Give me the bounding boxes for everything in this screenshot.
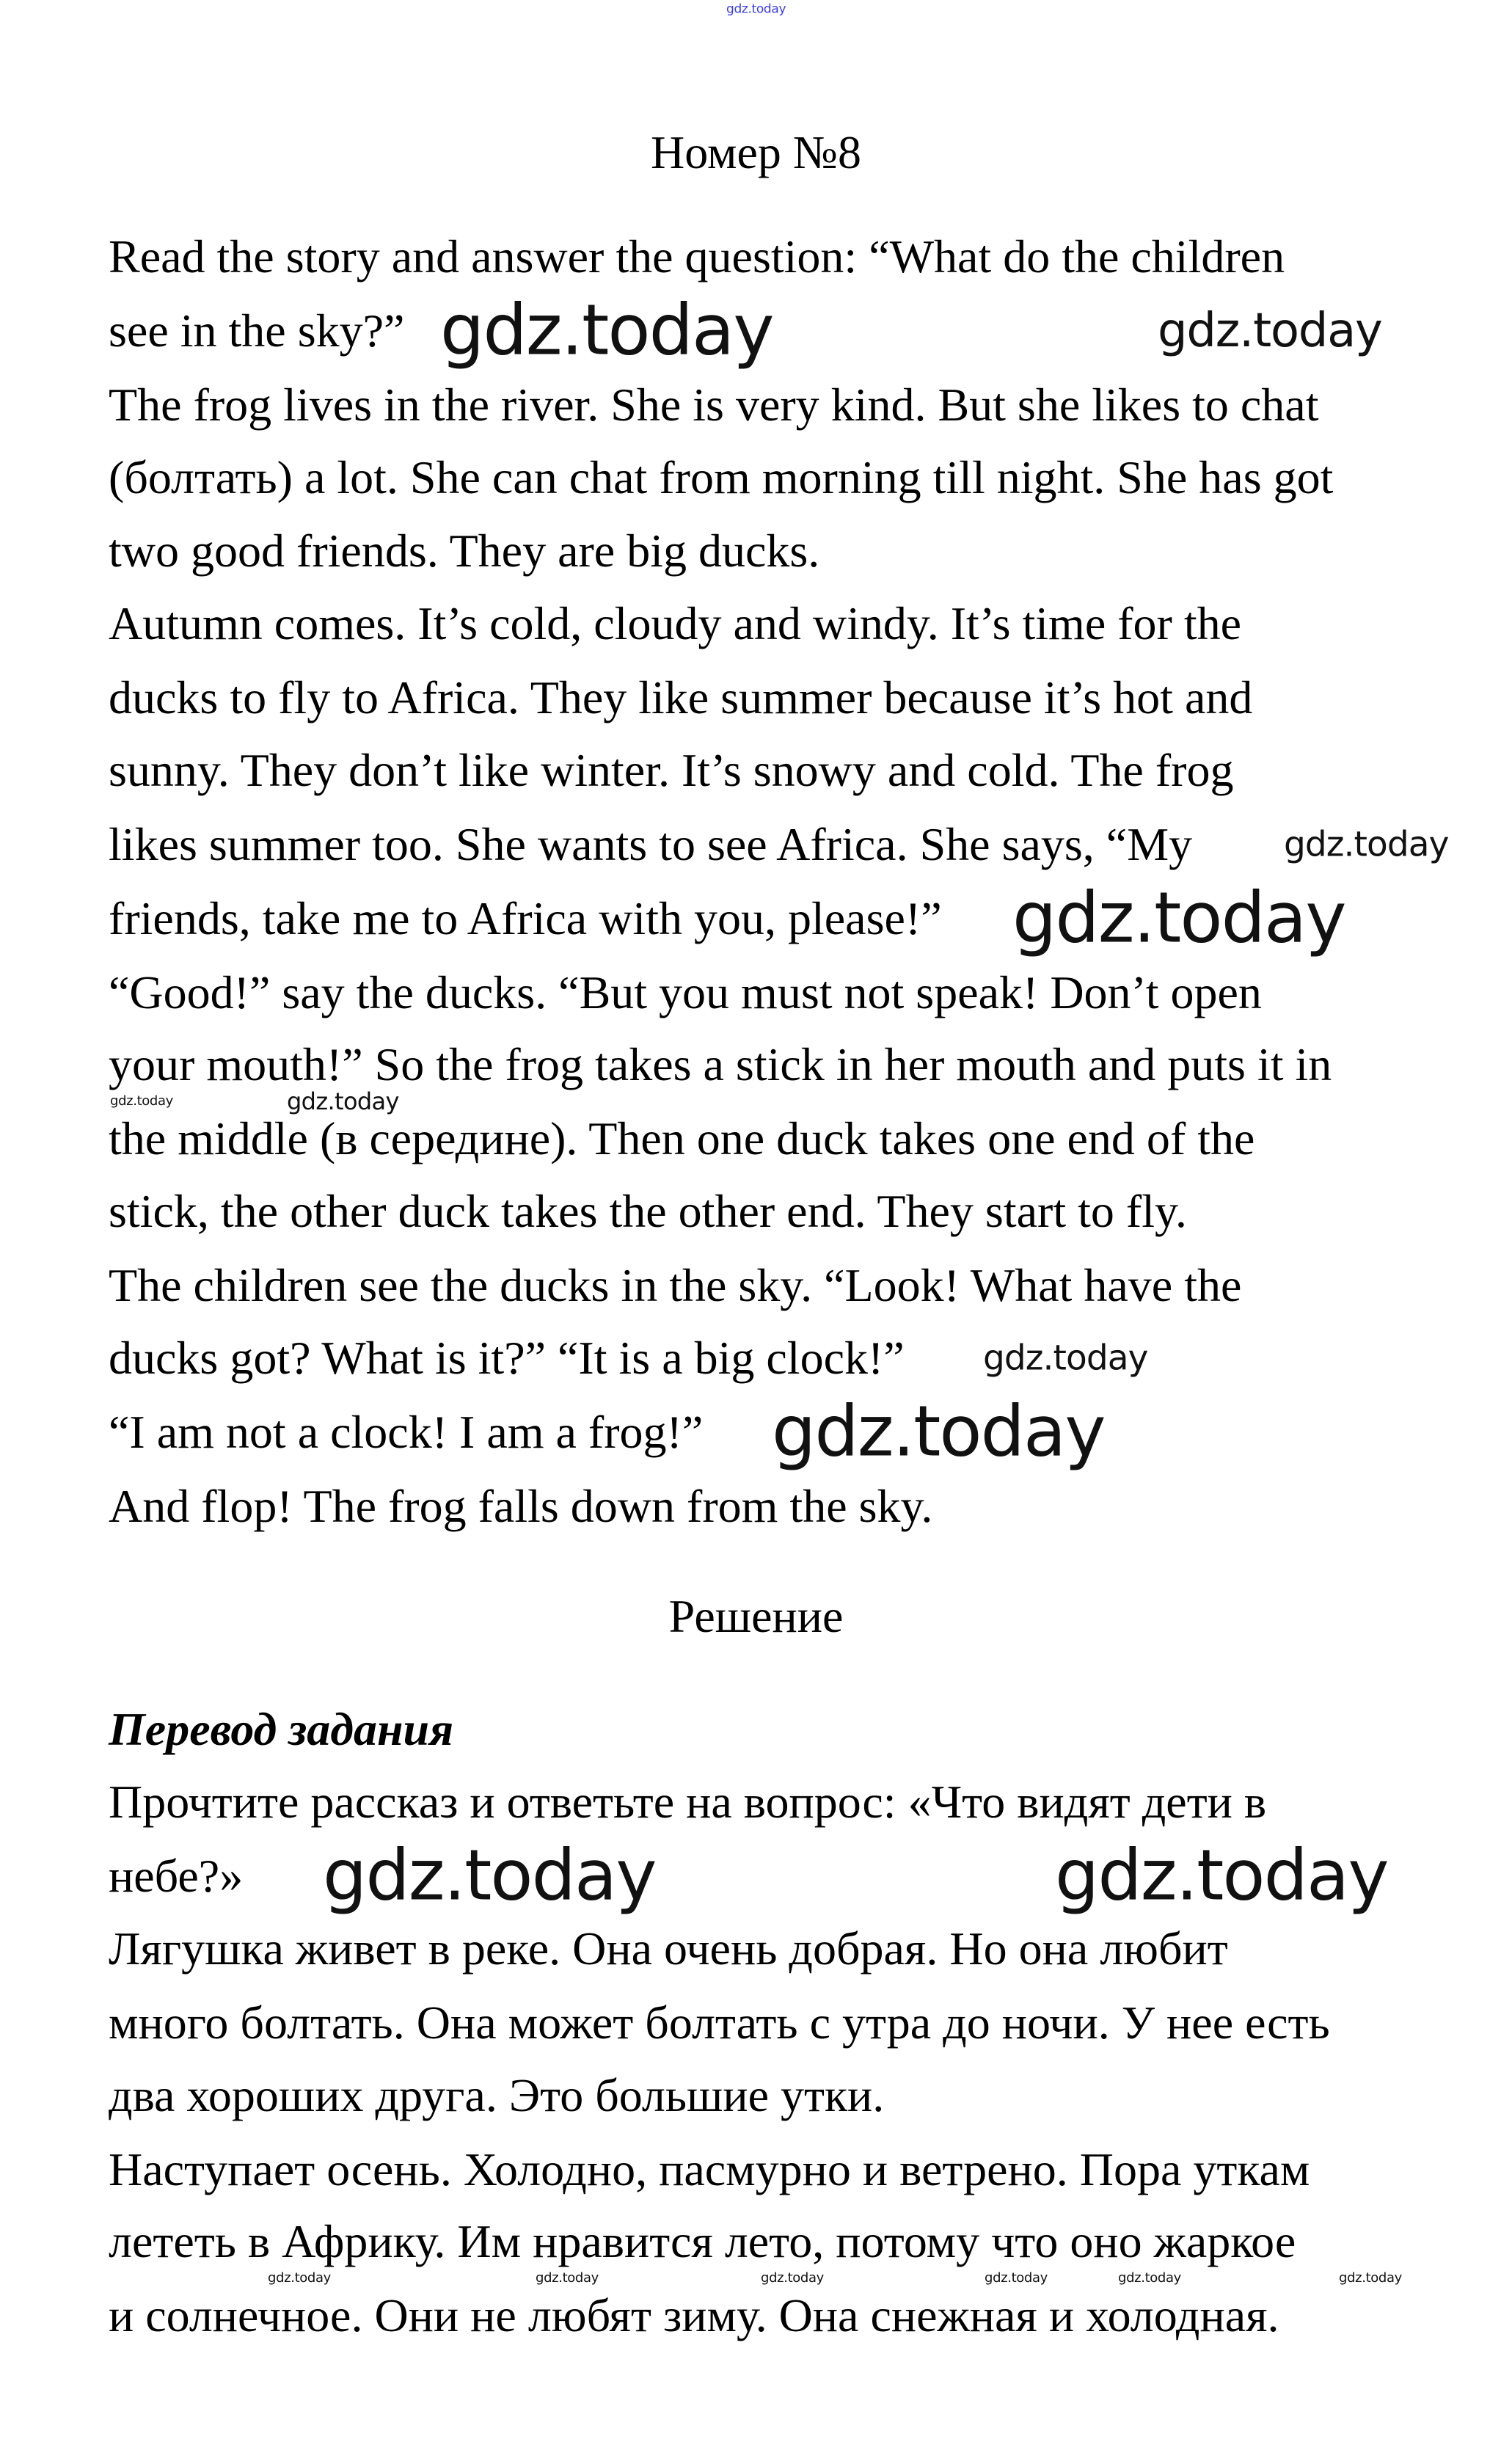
watermark: gdz.today — [440, 290, 773, 371]
task-line: Read the story and answer the question: “What do the children — [109, 230, 1285, 282]
watermark: gdz.today — [268, 2270, 331, 2286]
task-line: friends, take me to Africa with you, please!” — [109, 892, 942, 944]
task-line: The frog lives in the river. She is very kind. But she likes to chat — [109, 379, 1319, 431]
solution-heading: Решение — [668, 1590, 844, 1642]
task-line: “I am not a clock! I am a frog!” — [109, 1406, 704, 1458]
task-line: stick, the other duck takes the other end. They start to fly. — [109, 1185, 1187, 1237]
task-line: ducks to fly to Africa. They like summer because it’s hot and — [109, 671, 1253, 723]
task-line: the middle (в середине). Then one duck takes one end of the — [109, 1112, 1255, 1164]
task-line: two good friends. They are big ducks. — [109, 525, 820, 577]
task-line: (болтать) a lot. She can chat from morning till night. She has got — [109, 451, 1334, 503]
page-title: Номер №8 — [651, 126, 861, 178]
watermark: gdz.today — [761, 2270, 824, 2286]
task-line: see in the sky?” — [109, 305, 405, 357]
task-line: sunny. They don’t like winter. It’s snowy and cold. The frog — [109, 744, 1234, 796]
watermark: gdz.today — [772, 1391, 1105, 1473]
watermark: gdz.today — [536, 2270, 599, 2286]
translation-line: два хороших друга. Это большие утки. — [109, 2069, 885, 2121]
translation-line: много болтать. Она может болтать с утра до ночи. У нее есть — [109, 1997, 1330, 2049]
watermark: gdz.today — [1012, 878, 1345, 959]
watermark: gdz.today — [1118, 2270, 1181, 2286]
watermark: gdz.today — [1339, 2270, 1402, 2286]
watermark: gdz.today — [1158, 304, 1382, 358]
translation-line: и солнечное. Они не любят зиму. Она снежная и холодная. — [109, 2289, 1279, 2341]
task-line: likes summer too. She wants to see Africa. She says, “My — [109, 818, 1193, 870]
task-line: ducks got? What is it?” “It is a big clock!” — [109, 1332, 905, 1384]
task-line: And flop! The frog falls down from the sky. — [109, 1480, 933, 1532]
watermark: gdz.today — [1055, 1835, 1388, 1917]
watermark: gdz.today — [323, 1835, 656, 1917]
translation-heading: Перевод задания — [109, 1703, 454, 1755]
watermark: gdz.today — [985, 2270, 1048, 2286]
translation-line: небе?» — [109, 1850, 244, 1902]
translation-line: Наступает осень. Холодно, пасмурно и ветрено. Пора уткам — [109, 2143, 1310, 2195]
header-watermark: gdz.today — [726, 1, 786, 17]
task-line: Autumn comes. It’s cold, cloudy and windy. It’s time for the — [109, 597, 1242, 649]
watermark: gdz.today — [1284, 824, 1449, 865]
task-line: The children see the ducks in the sky. “Look! What have the — [109, 1259, 1242, 1311]
translation-line: Прочтите рассказ и ответьте на вопрос: «Что видят дети в — [109, 1776, 1267, 1828]
task-line: your mouth!” So the frog takes a stick in her mouth and puts it in — [109, 1038, 1332, 1090]
watermark: gdz.today — [983, 1338, 1148, 1379]
translation-line: лететь в Африку. Им нравится лето, потому что оно жаркое — [109, 2215, 1296, 2267]
task-line: “Good!” say the ducks. “But you must not speak! Don’t open — [109, 966, 1262, 1018]
translation-line: Лягушка живет в реке. Она очень добрая. Но она любит — [109, 1922, 1228, 1975]
watermark: gdz.today — [110, 1093, 173, 1109]
watermark: gdz.today — [287, 1087, 399, 1115]
